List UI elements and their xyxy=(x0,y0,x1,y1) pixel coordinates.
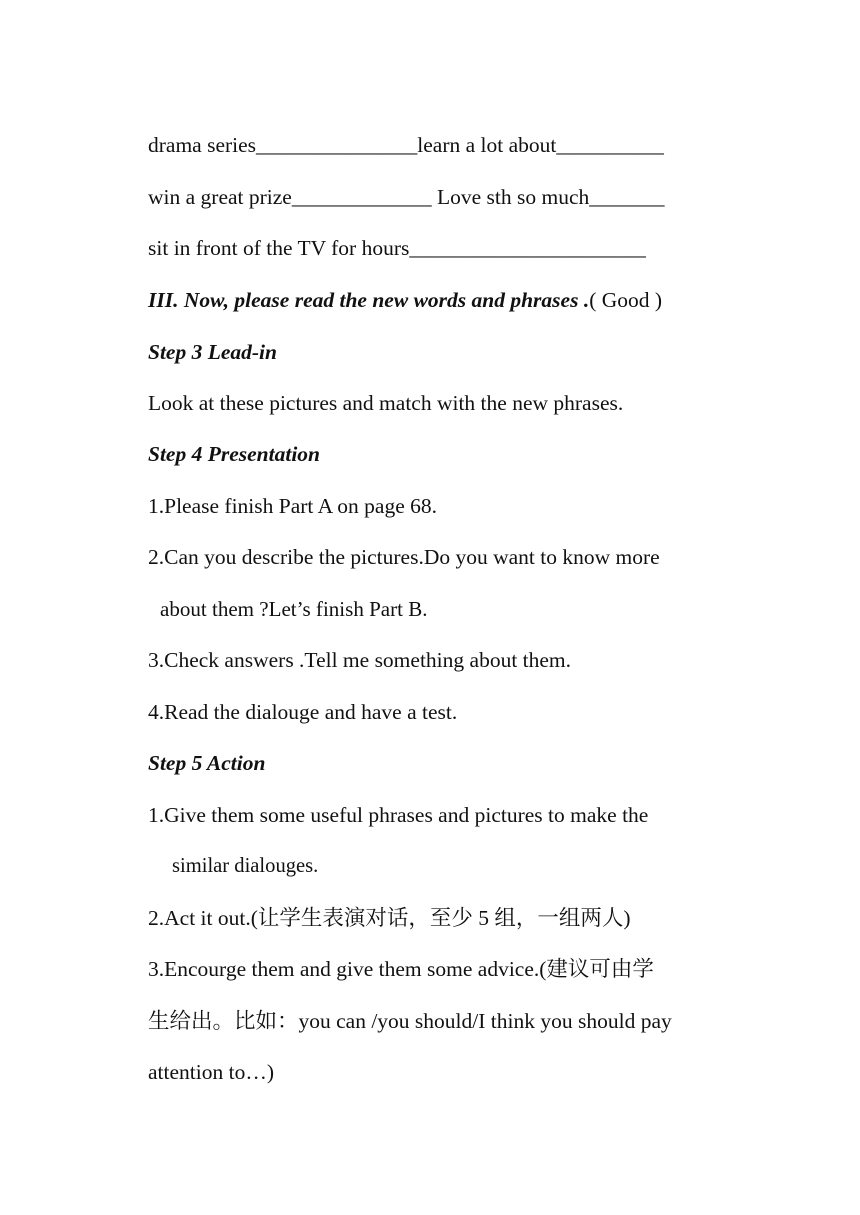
step4-item-4: 4.Read the dialouge and have a test. xyxy=(148,700,458,724)
step4-item-1: 1.Please finish Part A on page 68. xyxy=(148,494,438,518)
step4-item-2-line-1: 2.Can you describe the pictures.Do you want to know more xyxy=(148,545,660,569)
step3-heading: Step 3 Lead-in xyxy=(148,340,277,364)
step4-item-2-line-2: about them ?Let’s finish Part B. xyxy=(160,597,428,621)
step4-heading: Step 4 Presentation xyxy=(148,442,321,466)
section-three-heading: III. Now, please read the new words and phrases . xyxy=(148,288,590,312)
step5-item-1-line-2: similar dialouges. xyxy=(172,855,319,877)
section-three-instruction xyxy=(148,286,714,314)
step3-text: Look at these pictures and match with the new phrases. xyxy=(148,391,624,415)
vocab-line-2: win a great prize_____________ Love sth so much_______ xyxy=(148,185,665,209)
step5-item-3-line-2: 生给出。比如：you can /you should/I think you should pay xyxy=(148,1009,672,1033)
vocab-line-3: sit in front of the TV for hours______________________ xyxy=(148,236,646,260)
step5-item-2: 2.Act it out.(让学生表演对话，至少 5 组，一组两人) xyxy=(148,906,631,930)
section-three-comment: ( Good ) xyxy=(589,288,663,312)
vocab-line-1: drama series_______________learn a lot about__________ xyxy=(148,133,664,157)
step4-item-3: 3.Check answers .Tell me something about them. xyxy=(148,648,572,672)
step5-item-1-line-1: 1.Give them some useful phrases and pictures to make the xyxy=(148,803,649,827)
step5-item-3-line-3: attention to…) xyxy=(148,1060,274,1084)
step5-heading: Step 5 Action xyxy=(148,751,266,775)
step5-item-3-line-1: 3.Encourge them and give them some advice.(建议可由学 xyxy=(148,957,654,981)
